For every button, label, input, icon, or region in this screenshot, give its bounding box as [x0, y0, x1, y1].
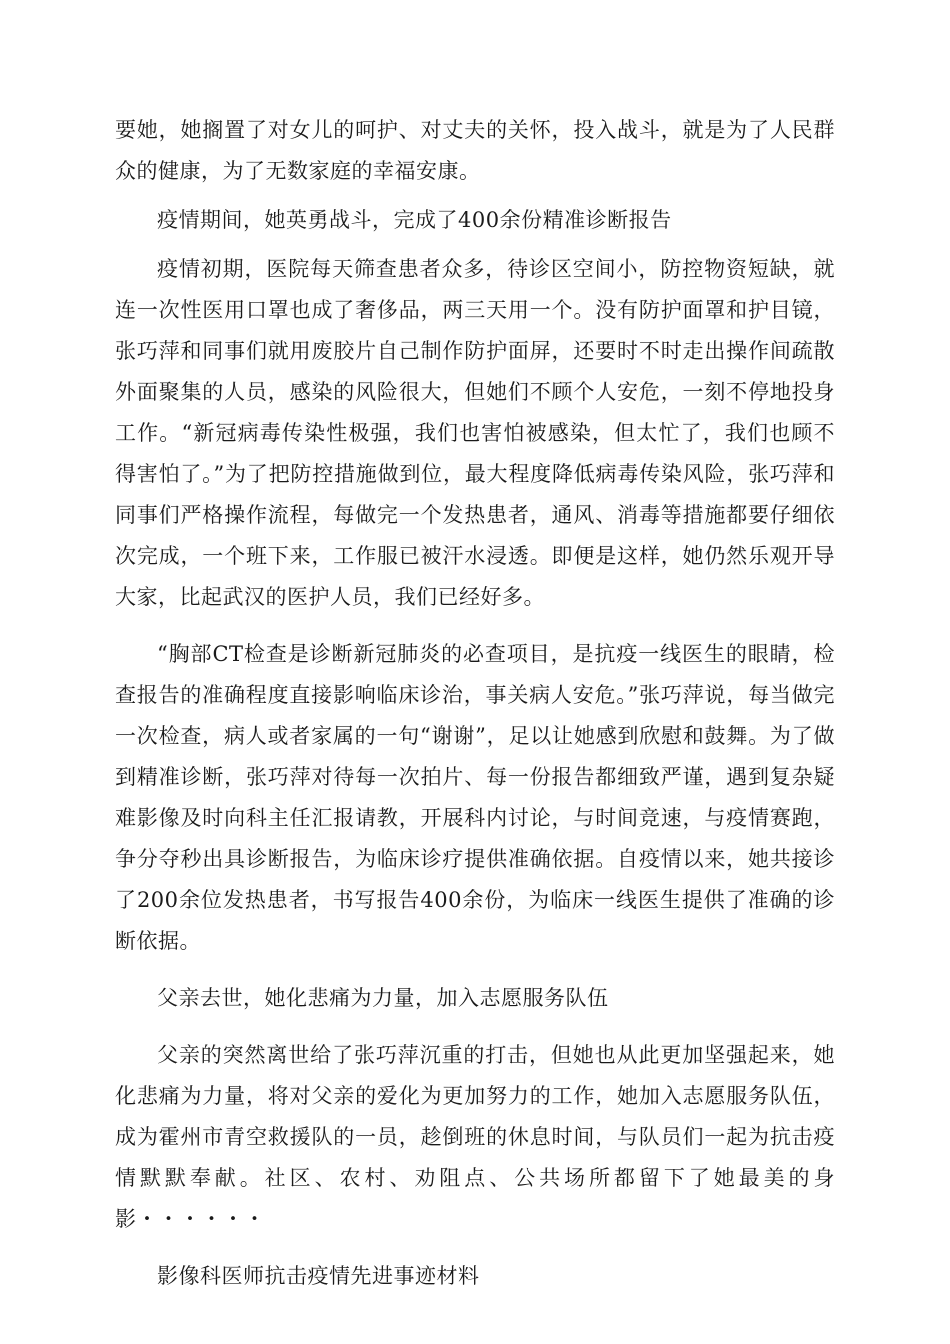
- paragraph-ct-diagnosis: “胸部CT检查是诊断新冠肺炎的必查项目，是抗疫一线医生的眼睛，检查报告的准确程度直接影响临床诊治，事关病人安危。”张巧萍说，每当做完一次检查，病人或者家属的一句“谢谢”，足以让她感到欣慰和鼓舞。为了做到精准诊断，张巧萍对待每一次拍片、每一份报告都细致严谨，遇到复杂疑难影像及时向科主任汇报请教，开展科内讨论，与时间竞速，与疫情赛跑，争分夺秒出具诊断报告，为临床诊疗提供准确依据。自疫情以来，她共接诊了200余位发热患者，书写报告400余份，为临床一线医生提供了准确的诊断依据。: [115, 642, 835, 953]
- paragraph-father: 父亲的突然离世给了张巧萍沉重的打击，但她也从此更加坚强起来，她化悲痛为力量，将对父亲的爱化为更加努力的工作，她加入志愿服务队伍，成为霍州市青空救援队的一员，趁倒班的休息时间，与队员们一起为抗击疫情默默奉献。社区、农村、劝阻点、公共场所都留下了她最美的身影・・・・・・: [115, 1043, 835, 1231]
- section-heading-diagnosis: 疫情期间，她英勇战斗，完成了400余份精准诊断报告: [157, 208, 672, 232]
- paragraph-continuation: 要她，她搁置了对女儿的呵护、对丈夫的关怀，投入战斗，就是为了人民群众的健康，为了无数家庭的幸福安康。: [115, 118, 835, 183]
- document-page: [115, 110, 835, 1297]
- paragraph-early-epidemic: 疫情初期，医院每天筛查患者众多，待诊区空间小，防控物资短缺，就连一次性医用口罩也成了奢侈品，两三天用一个。没有防护面罩和护目镜，张巧萍和同事们就用废胶片自己制作防护面屏，还要时不时走出操作间疏散外面聚集的人员，感染的风险很大，但她们不顾个人安危，一刻不停地投身工作。“新冠病毒传染性极强，我们也害怕被感染，但太忙了，我们也顾不得害怕了。”为了把防控措施做到位，最大程度降低病毒传染风险，张巧萍和同事们严格操作流程，每做完一个发热患者，通风、消毒等措施都要仔细依次完成，一个班下来，工作服已被汗水浸透。即便是这样，她仍然乐观开导大家，比起武汉的医护人员，我们已经好多。: [115, 257, 835, 609]
- document-title: 影像科医师抗击疫情先进事迹材料: [157, 1264, 480, 1288]
- section-heading-volunteer: 父亲去世，她化悲痛为力量，加入志愿服务队伍: [157, 986, 609, 1010]
